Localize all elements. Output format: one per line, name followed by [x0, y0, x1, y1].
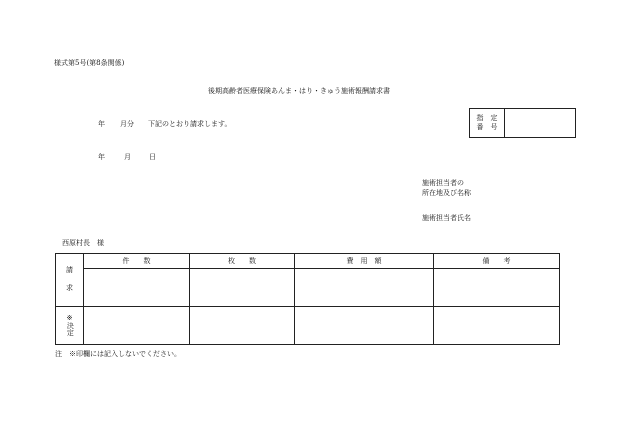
- designation-label: [470, 109, 505, 138]
- row-label-decision-1: ※: [66, 313, 73, 322]
- claim-remarks-cell[interactable]: [434, 269, 560, 307]
- row-label-claim-1: 請: [66, 266, 73, 275]
- practitioner-name-label: 施術担当者氏名: [422, 214, 471, 222]
- date-year: 年: [98, 153, 105, 161]
- decision-remarks-cell: [434, 307, 560, 345]
- form-title: 後期高齢者医療保険あんま・はり・きゅう施術報酬請求書: [208, 87, 390, 95]
- table-row-decision: [56, 307, 560, 345]
- date-month: 月: [124, 153, 131, 161]
- style-number: 様式第5号(第8条関係): [54, 59, 125, 67]
- date-day: 日: [149, 153, 156, 161]
- claim-table: [55, 253, 560, 345]
- footnote: 注 ※印欄には記入しないでください。: [55, 350, 181, 358]
- designation-number-box: [469, 108, 576, 138]
- request-statement: 下記のとおり請求します。: [148, 120, 232, 128]
- column-header-amount: 費 用 額: [295, 254, 434, 269]
- practitioner-address-label-line2: 所在地及び名称: [422, 189, 471, 197]
- decision-amount-cell: [295, 307, 434, 345]
- header-corner-cell: [56, 254, 84, 307]
- decision-sheets-cell: [190, 307, 295, 345]
- decision-count-cell: [84, 307, 190, 345]
- column-header-sheets: 枚 数: [190, 254, 295, 269]
- claim-sheets-cell[interactable]: [190, 269, 295, 307]
- request-month-portion: 月分: [120, 120, 134, 128]
- claim-amount-cell[interactable]: [295, 269, 434, 307]
- row-label-decision-cell: [56, 307, 84, 345]
- designation-label-row2: 番 号: [476, 123, 498, 131]
- practitioner-address-label-line1: 施術担当者の: [422, 179, 464, 187]
- addressee: 西原村長 様: [62, 239, 104, 247]
- request-year: 年: [98, 120, 105, 128]
- row-label-decision-2: 決定: [66, 322, 75, 337]
- row-label-claim-2: 求: [66, 284, 73, 292]
- designation-label-row1: 指 定: [476, 113, 498, 122]
- table-row-claim: [56, 269, 560, 307]
- column-header-remarks: 備 考: [434, 254, 560, 269]
- designation-number-field[interactable]: [505, 109, 576, 138]
- claim-count-cell[interactable]: [84, 269, 190, 307]
- column-header-count: 件 数: [84, 254, 190, 269]
- table-header-row: [56, 254, 560, 269]
